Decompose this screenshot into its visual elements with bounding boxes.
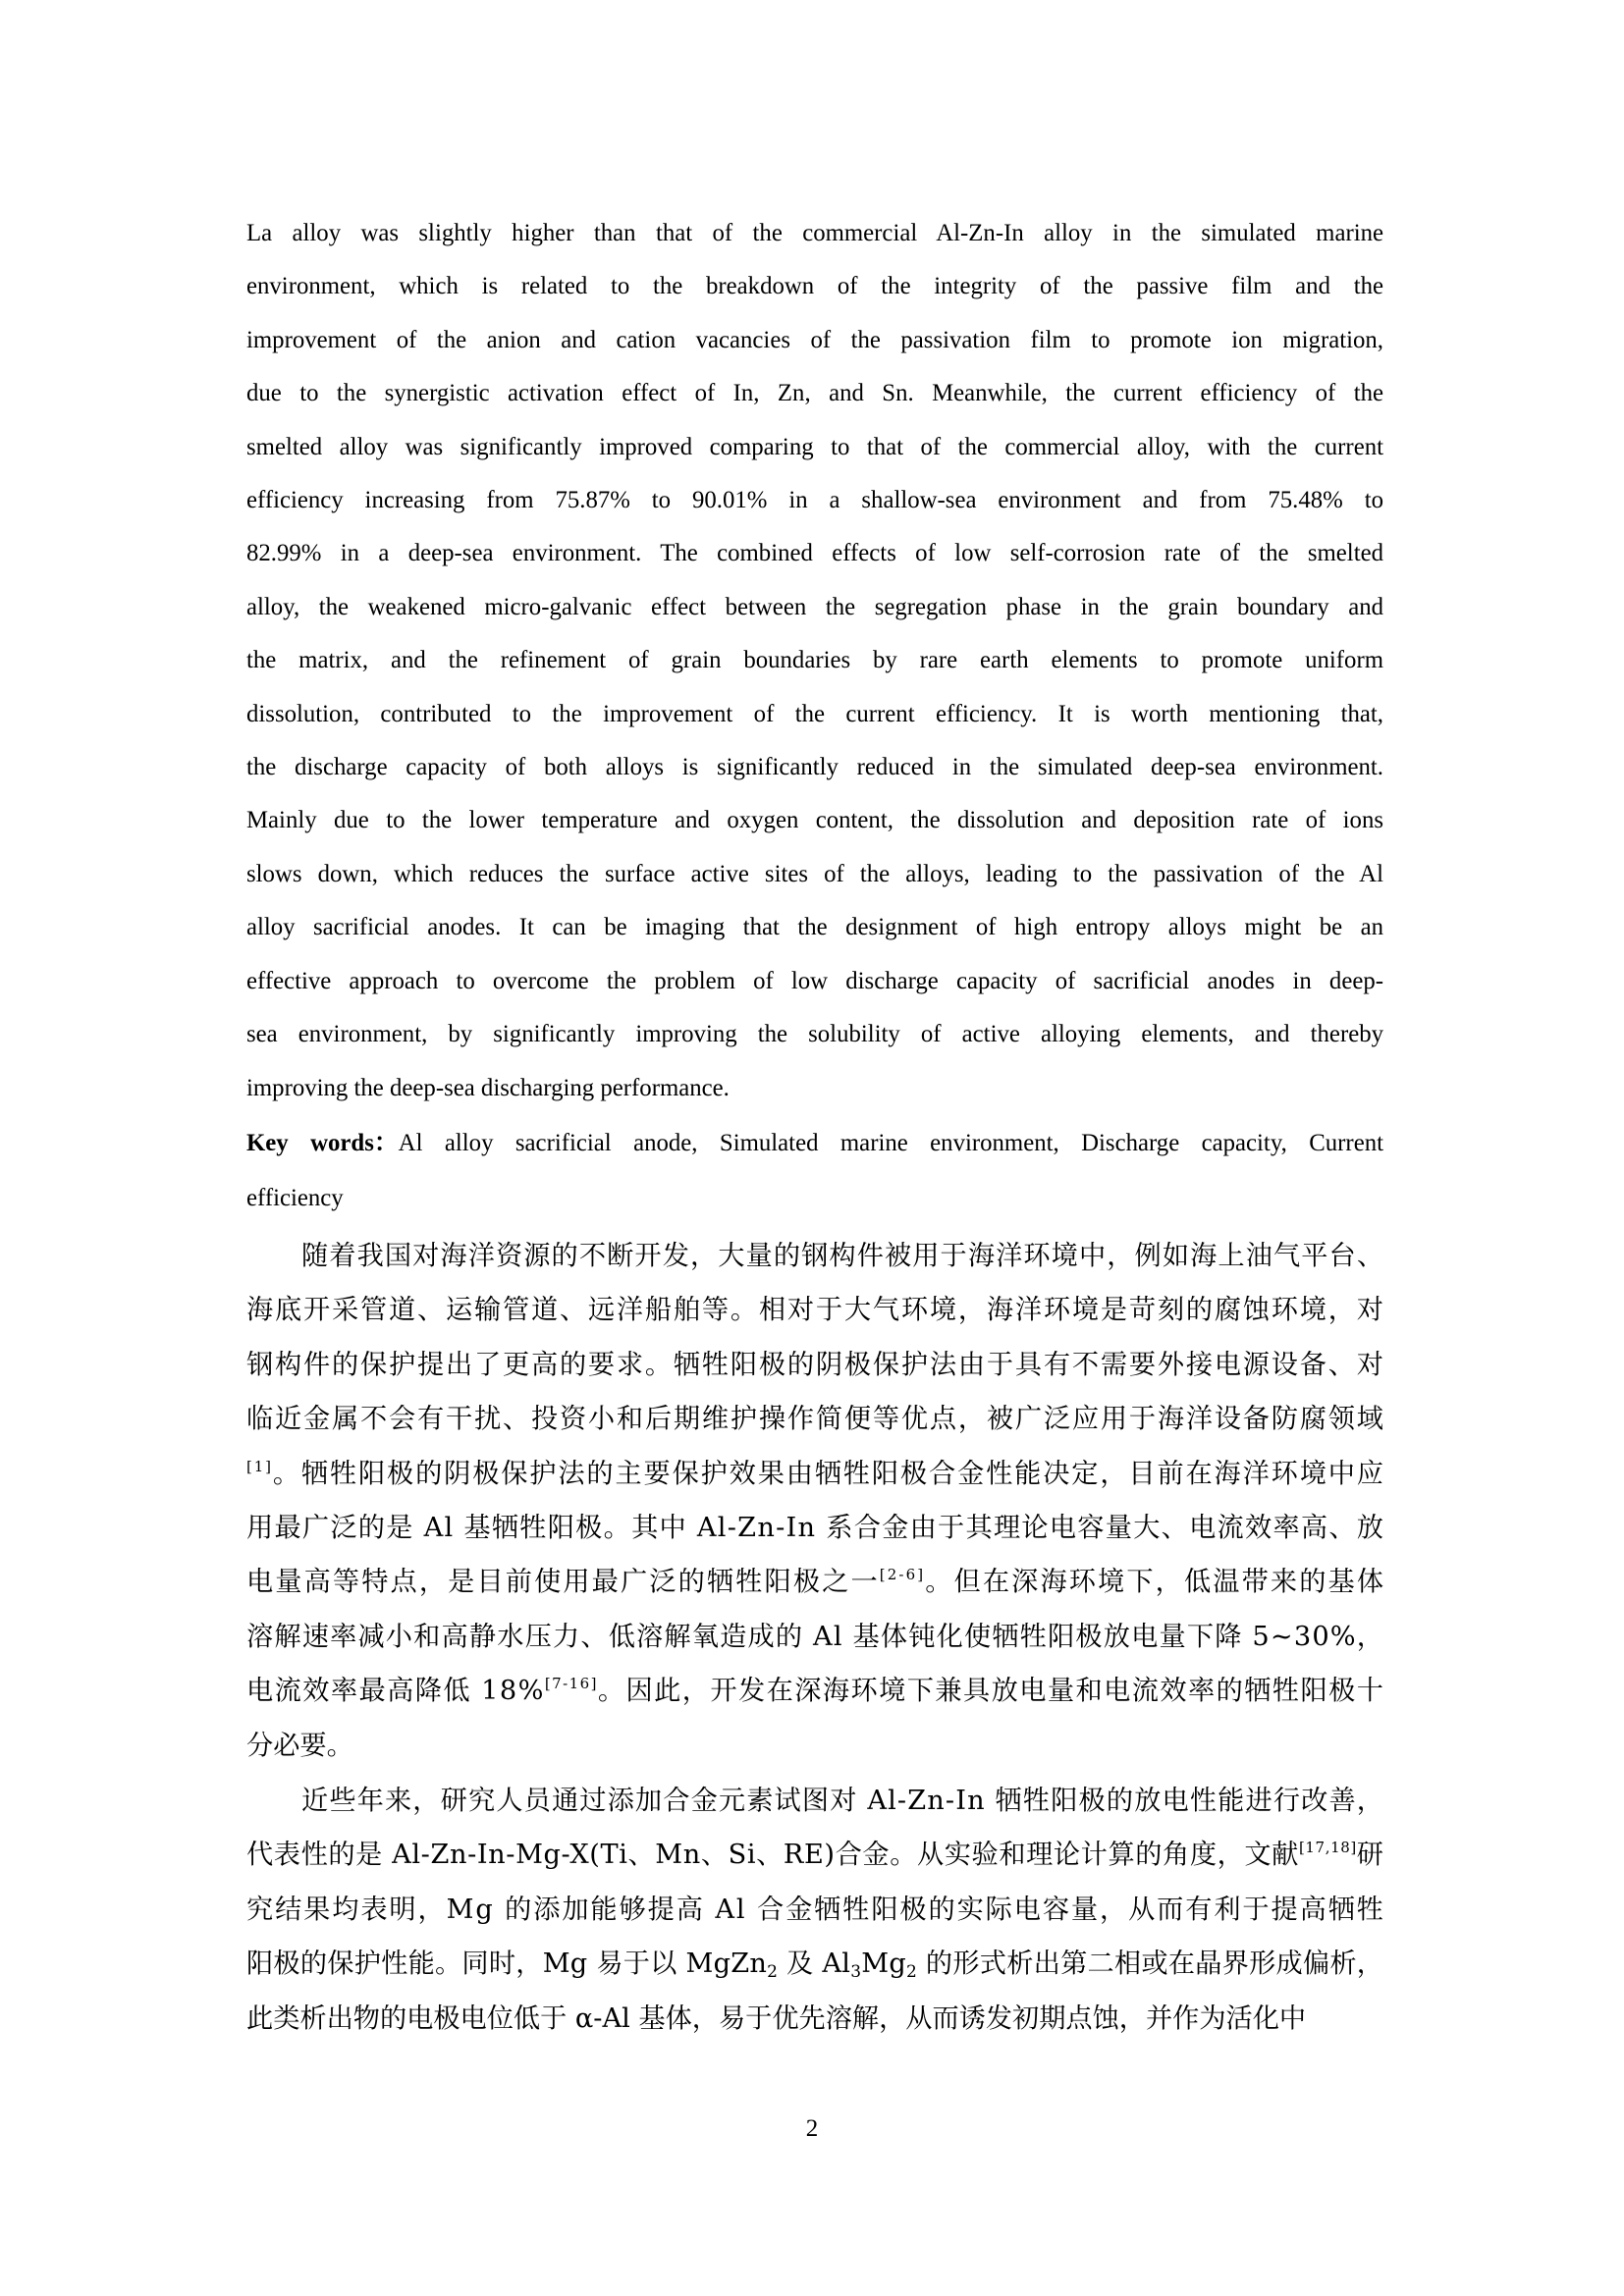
keywords-block: [246, 1116, 1383, 1226]
abstract-line: La alloy was slightly higher than that of the commercial Al-Zn-In alloy in the simulated marine: [246, 220, 1384, 246]
abstract-line: Mainly due to the lower temperature and oxygen content, the dissolution and deposition rate of ions: [246, 807, 1383, 834]
abstract-line: improving the deep-sea discharging performance.: [246, 1074, 730, 1101]
abstract-line: effective approach to overcome the problem of low discharge capacity of sacrificial anodes in deep-: [246, 967, 1383, 994]
abstract-line: alloy sacrificial anodes. It can be imaging that the designment of high entropy alloys might be an: [246, 914, 1383, 941]
abstract-line: 82.99% in a deep-sea environment. The combined effects of low self-corrosion rate of the smelted: [246, 540, 1383, 567]
paragraph-line: 近些年来，研究人员通过添加合金元素试图对 Al-Zn-In 牺牲阳极的放电性能进行改善，: [301, 1786, 1385, 1816]
citation-ref: [1]: [246, 1457, 273, 1475]
paragraph-text: 电流效率最高降低 18%: [246, 1676, 545, 1707]
paragraph-line: [246, 1555, 1386, 1609]
paragraph-text: 代表性的是 Al-Zn-In-Mg-X(Ti、Mn、Si、RE)合金。从实验和理论计算的角度，文献: [246, 1840, 1299, 1871]
citation-ref: [7-16]: [544, 1675, 598, 1693]
paragraph-line: [246, 1664, 1383, 1718]
citation-ref: [17,18]: [1298, 1839, 1357, 1857]
abstract-line: the discharge capacity of both alloys is significantly reduced in the simulated deep-sea environment.: [246, 754, 1383, 781]
body-paragraph-2: [246, 1774, 1383, 2046]
abstract-line: smelted alloy was significantly improved comparing to that of the commercial alloy, with the current: [246, 433, 1383, 460]
abstract-line: slows down, which reduces the surface active sites of the alloys, leading to the passivation of the Al: [246, 860, 1383, 887]
paragraph-line: [246, 1447, 1383, 1501]
paragraph-line: [246, 1937, 1383, 1991]
formula-subscript: 2: [767, 1962, 779, 1983]
abstract-line: efficiency increasing from 75.87% to 90.01% in a shallow-sea environment and from 75.48% to: [246, 487, 1384, 514]
paragraph-text: 。牺牲阳极的阴极保护法的主要保护效果由牺牲阳极合金性能决定，目前在海洋环境中应: [272, 1458, 1385, 1489]
paragraph-text: 及 Al: [778, 1949, 851, 1980]
keywords-continuation: efficiency: [246, 1185, 344, 1211]
paragraph-line: 临近金属不会有干扰、投资小和后期维护操作简便等优点，被广泛应用于海洋设备防腐领域: [246, 1404, 1385, 1435]
formula-subscript: 2: [905, 1962, 918, 1983]
paragraph-line: 用最广泛的是 Al 基牺牲阳极。其中 Al-Zn-In 系合金由于其理论电容量大、电流效率高、放: [246, 1513, 1385, 1544]
body-paragraph-1: [246, 1229, 1386, 1773]
paragraph-text: 研: [1356, 1840, 1384, 1871]
paragraph-line: 究结果均表明，Mg 的添加能够提高 Al 合金牺牲阳极的实际电容量，从而有利于提高牺牲: [246, 1894, 1385, 1925]
abstract-line: due to the synergistic activation effect of In, Zn, and Sn. Meanwhile, the current efficiency of the: [246, 380, 1383, 407]
paragraph-text: 。但在深海环境下，低温带来的基体: [925, 1567, 1386, 1598]
abstract-line: the matrix, and the refinement of grain boundaries by rare earth elements to promote uniform: [246, 647, 1383, 674]
paragraph-line: [246, 1828, 1383, 1882]
paragraph-line: 分必要。: [246, 1730, 353, 1761]
paragraph-line: 钢构件的保护提出了更高的要求。牺牲阳极的阴极保护法由于具有不需要外接电源设备、对: [246, 1349, 1385, 1380]
paragraph-text: 的形式析出第二相或在晶界形成偏析，: [917, 1949, 1384, 1980]
paragraph-text: 阳极的保护性能。同时，Mg 易于以 MgZn: [246, 1949, 768, 1980]
keywords-line: [246, 1116, 1383, 1171]
keywords-text: Al alloy sacrificial anode, Simulated marine environment, Discharge capacity, Current: [398, 1130, 1383, 1156]
page-number: 2: [805, 2115, 819, 2142]
paragraph-line: 海底开采管道、运输管道、远洋船舶等。相对于大气环境，海洋环境是苛刻的腐蚀环境，对: [246, 1295, 1385, 1326]
paragraph-text: Mg: [861, 1949, 906, 1980]
formula-subscript: 3: [850, 1962, 862, 1983]
keywords-label: Key words：: [246, 1130, 399, 1156]
citation-ref: [2-6]: [879, 1566, 926, 1584]
abstract-line: improvement of the anion and cation vacancies of the passivation film to promote ion migration,: [246, 326, 1383, 353]
paragraph-line: 随着我国对海洋资源的不断开发，大量的钢构件被用于海洋环境中，例如海上油气平台、: [301, 1241, 1385, 1271]
paragraph-text: 电量高等特点，是目前使用最广泛的牺牲阳极之一: [246, 1567, 880, 1598]
paragraph-line: 此类析出物的电极电位低于 α-Al 基体，易于优先溶解，从而诱发初期点蚀，并作为活化中: [246, 2002, 1307, 2034]
abstract-line: sea environment, by significantly improving the solubility of active alloying elements, and thereby: [246, 1021, 1383, 1048]
abstract-line: environment, which is related to the breakdown of the integrity of the passive film and the: [246, 273, 1383, 300]
english-abstract: [246, 207, 1383, 1115]
paragraph-text: 。因此，开发在深海环境下兼具放电量和电流效率的牺牲阳极十: [597, 1676, 1385, 1707]
abstract-line: alloy, the weakened micro-galvanic effect between the segregation phase in the grain boundary and: [246, 593, 1383, 620]
paragraph-line: 溶解速率减小和高静水压力、低溶解氧造成的 Al 基体钝化使牺牲阳极放电量下降 5~30%，: [246, 1621, 1385, 1652]
abstract-line: dissolution, contributed to the improvement of the current efficiency. It is worth mentioning that,: [246, 700, 1383, 727]
